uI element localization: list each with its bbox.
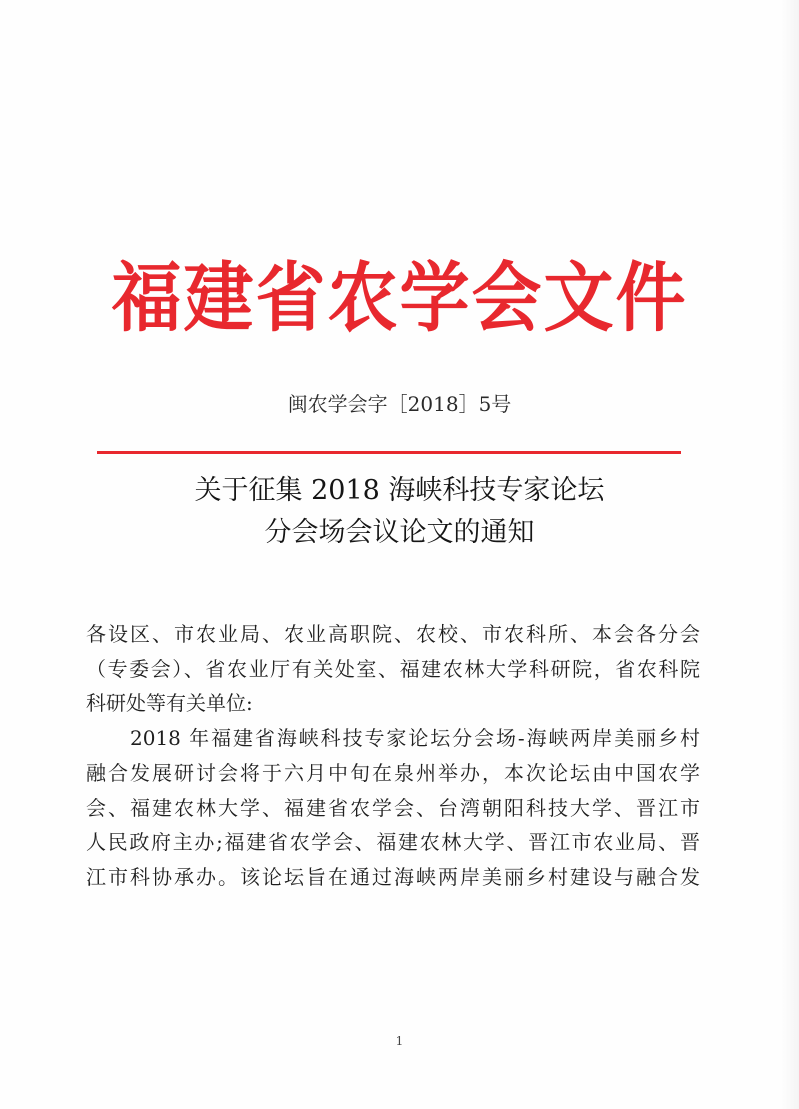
addressee-line: 科研处等有关单位: <box>86 691 253 716</box>
addressee-line: 各设区、市农业局、农业高职院、农校、市农科所、本会各分会 <box>86 622 700 646</box>
addressee-line: （专委会）、省农业厅有关处室、福建农林大学科研院，省农科院 <box>86 656 700 681</box>
red-divider-rule <box>97 451 681 454</box>
notice-title <box>0 470 799 554</box>
body-text <box>86 617 700 895</box>
paragraph-line: 2018 年福建省海峡科技专家论坛分会场-海峡两岸美丽乡村 <box>130 726 700 751</box>
document-number: 闽农学会字［2018］5号 <box>287 392 512 416</box>
scan-edge-shadow <box>781 0 799 1109</box>
paragraph-line: 江市科协承办。该论坛旨在通过海峡两岸美丽乡村建设与融合发 <box>86 864 700 889</box>
page-number: 1 <box>395 1034 404 1048</box>
paragraph-line: 融合发展研讨会将于六月中旬在泉州举办，本次论坛由中国农学 <box>86 760 700 785</box>
notice-title-line-1: 关于征集 2018 海峡科技专家论坛 <box>194 475 605 506</box>
paragraph-line: 人民政府主办;福建省农学会、福建农林大学、晋江市农业局、晋 <box>86 830 700 855</box>
org-title: 福建省农学会文件 <box>111 252 688 343</box>
notice-title-line-2: 分会场会议论文的通知 <box>264 517 535 548</box>
paragraph-line: 会、福建农林大学、福建省农学会、台湾朝阳科技大学、晋江市 <box>86 795 700 820</box>
